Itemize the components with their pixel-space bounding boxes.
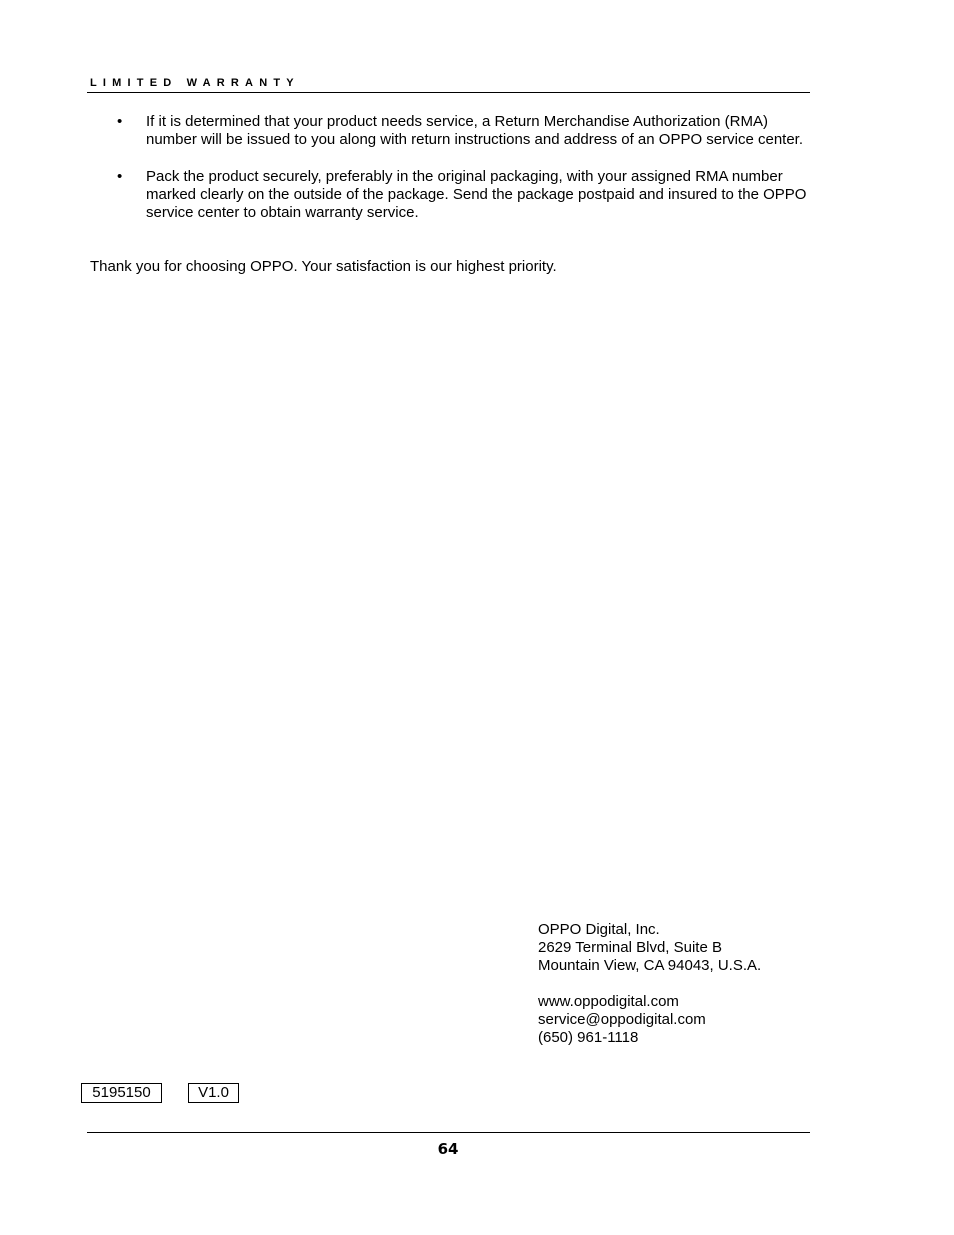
version-box: V1.0 — [188, 1083, 239, 1103]
section-header-title: LIMITED WARRANTY — [90, 77, 300, 89]
website-link: www.oppodigital.com — [538, 993, 679, 1010]
list-item — [90, 113, 810, 149]
closing-paragraph: Thank you for choosing OPPO. Your satisfaction is our highest priority. — [90, 258, 557, 275]
city-address: Mountain View, CA 94043, U.S.A. — [538, 957, 762, 974]
list-item — [90, 168, 810, 222]
header-divider — [87, 92, 810, 93]
bullet-icon: • — [117, 168, 123, 185]
phone-number: (650) 961-1118 — [538, 1029, 639, 1046]
bullet-icon: • — [117, 113, 123, 130]
list-item-text: Pack the product securely, preferably in the original packaging, with your assigned RMA number marked clearly on the outside of the package. Send the package postpaid and insured to the OPPO service center to obtain warranty service. — [146, 168, 807, 221]
email-link: service@oppodigital.com — [538, 1011, 706, 1028]
street-address: 2629 Terminal Blvd, Suite B — [538, 939, 722, 956]
page-number: 64 — [437, 1140, 459, 1158]
part-number-box: 5195150 — [81, 1083, 162, 1103]
instructions-list — [90, 113, 810, 241]
list-item-text: If it is determined that your product needs service, a Return Merchandise Authorization (RMA) number will be issued to you along with return instructions and address of an OPPO service center. — [146, 113, 804, 148]
contact-block — [538, 921, 761, 1047]
footer-divider — [87, 1132, 810, 1133]
company-name: OPPO Digital, Inc. — [538, 921, 660, 938]
contact-spacer — [538, 975, 761, 993]
